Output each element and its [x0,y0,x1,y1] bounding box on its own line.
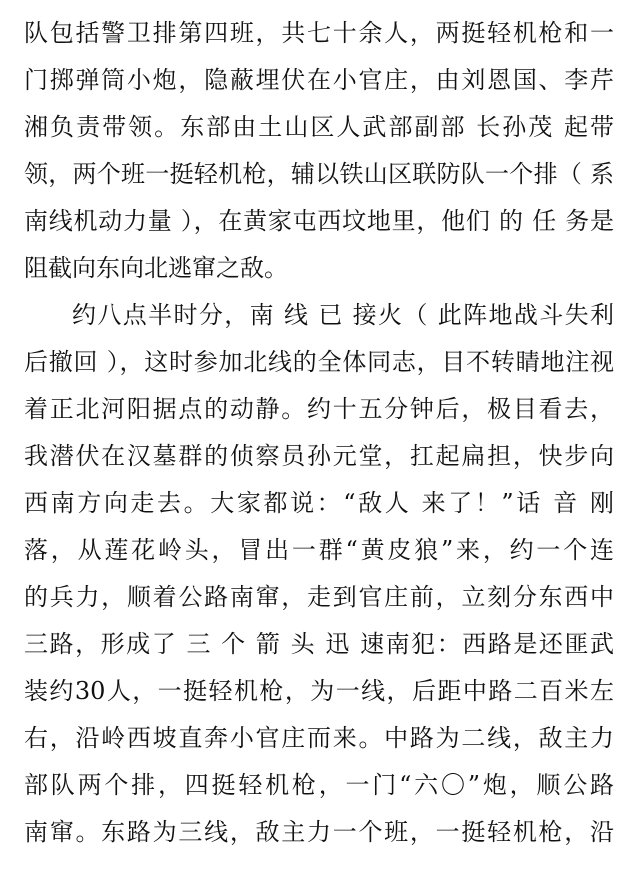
text-line: 队包括警卫排第四班，共七十余人，两挺轻机枪和一 [24,19,614,47]
text-line: 后撤回 ），这时参加北线的全体同志，目不转睛地注视 [24,348,614,376]
text-line: 部队两个排，四挺轻机枪，一门“六〇”炮，顺公路 [24,771,614,799]
text-line: 西南方向走去。大家都说：“敌人 来了！”话 音 刚 [24,489,614,517]
text-line: 门掷弹筒小炮，隐蔽埋伏在小官庄，由刘恩国、李芹 [24,66,614,94]
text-line: 右，沿岭西坡直奔小官庄而来。中路为二线，敌主力 [24,724,614,752]
text-line: 南线机动力量 ），在黄家屯西坟地里，他们 的 任 务是 [24,207,614,235]
text-line: 约八点半时分，南 线 已 接火（ 此阵地战斗失利 [72,301,614,329]
text-line: 领，两个班一挺轻机枪，辅以铁山区联防队一个排（ 系 [24,160,614,188]
text-line: 三路，形成了 三 个 箭 头 迅 速南犯：西路是还匪武 [24,630,614,658]
text-line: 的兵力，顺着公路南窜，走到官庄前，立刻分东西中 [24,583,614,611]
text-line: 南窜。东路为三线，敌主力一个班，一挺轻机枪，沿 [24,818,614,846]
text-line: 我潜伏在汉墓群的侦察员孙元堂，扛起扁担，快步向 [24,442,614,470]
text-line: 装约30人，一挺轻机枪，为一线，后距中路二百米左 [24,677,614,705]
text-line: 湘负责带领。东部由土山区人武部副部 长孙茂 起带 [24,113,614,141]
body-text [24,10,614,856]
text-line: 阻截向东向北逃窜之敌。 [24,254,288,282]
text-line: 落，从莲花岭头，冒出一群“黄皮狼”来，约一个连 [24,536,614,564]
text-line: 着正北河阳据点的动静。约十五分钟后，极目看去， [24,395,614,423]
